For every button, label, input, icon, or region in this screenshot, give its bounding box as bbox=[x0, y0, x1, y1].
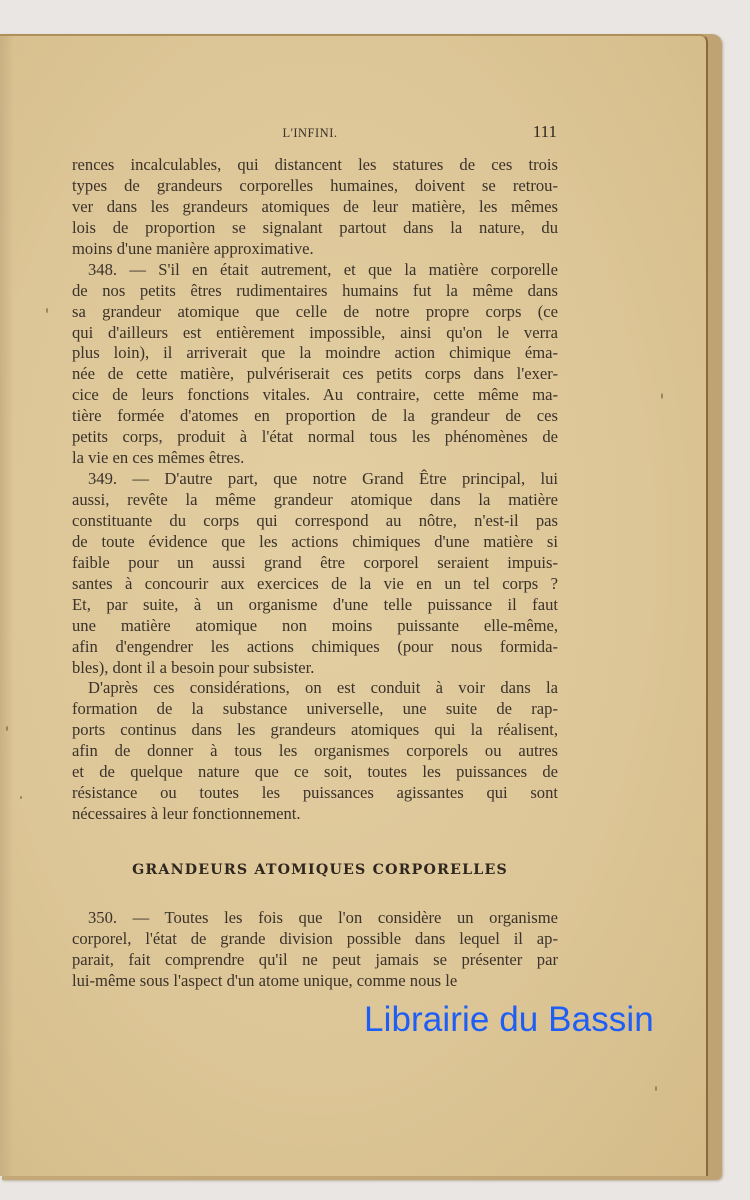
text-line: plus loin), il arriverait que la moindre action chimique éma- bbox=[72, 343, 558, 363]
text-line: santes à concourir aux exercices de la vie en un tel corps ? bbox=[72, 573, 558, 593]
text-line: aussi, revête la même grandeur atomique dans la matière bbox=[72, 490, 558, 509]
text-line: nécessaires à leur fonctionnement. bbox=[72, 804, 301, 824]
text-line: et de quelque nature que ce soit, toutes les puissances de bbox=[72, 762, 558, 782]
text-line: de nos petits êtres rudimentaires humains fut la même dans bbox=[72, 280, 558, 300]
text-line: lois de proportion se signalant partout dans la nature, du bbox=[72, 217, 558, 237]
text-line: formation de la substance universelle, une suite de rap- bbox=[72, 699, 558, 719]
text-line: une matière atomique non moins puissante elle-même, bbox=[72, 615, 558, 635]
text-line: moins d'une manière approximative. bbox=[72, 238, 314, 258]
text-line: de toute évidence que les actions chimiques d'une matière si bbox=[72, 531, 558, 551]
body-text-continued bbox=[72, 908, 558, 992]
text-line: résistance ou toutes les puissances agissantes qui sont bbox=[72, 783, 558, 803]
paper-speck bbox=[655, 1086, 657, 1091]
text-line: corporel, l'état de grande division possible dans lequel il ap- bbox=[72, 928, 558, 948]
text-line: qui d'ailleurs est entièrement impossible, ainsi qu'on le verra bbox=[72, 322, 558, 342]
running-head bbox=[60, 122, 560, 144]
text-line: faible pour un aussi grand être corporel seraient impuis- bbox=[72, 552, 558, 572]
text-line: 349. — D'autre part, que notre Grand Être principal, lui bbox=[88, 469, 558, 489]
text-line: D'après ces considérations, on est conduit à voir dans la bbox=[88, 678, 558, 698]
text-line: née de cette matière, pulvériserait ces petits corps dans l'exer- bbox=[72, 364, 558, 384]
paragraph bbox=[72, 469, 558, 678]
text-line: la vie en ces mêmes êtres. bbox=[72, 448, 245, 468]
text-line: lui-même sous l'aspect d'un atome unique, comme nous le bbox=[72, 970, 458, 990]
paragraph bbox=[72, 908, 558, 992]
text-line: ver dans les grandeurs atomiques de leur matière, les mêmes bbox=[72, 196, 558, 216]
text-line: cice de leurs fonctions vitales. Au contraire, cette même ma- bbox=[72, 385, 558, 405]
text-line: types de grandeurs corporelles humaines, doivent se retrou- bbox=[72, 175, 558, 195]
text-line: ports continus dans les grandeurs atomiques qui la réalisent, bbox=[72, 720, 558, 740]
paper-speck bbox=[46, 308, 48, 313]
text-line: constituante du corps qui correspond au nôtre, n'est-il pas bbox=[72, 510, 558, 530]
text-line: petits corps, produit à l'état normal tous les phénomènes de bbox=[72, 427, 558, 447]
text-line: bles), dont il a besoin pour subsister. bbox=[72, 657, 315, 677]
text-line: tière formée d'atomes en proportion de la grandeur de ces bbox=[72, 406, 558, 426]
text-line: Et, par suite, à un organisme d'une telle puissance il faut bbox=[72, 594, 558, 614]
page-number: 111 bbox=[532, 122, 557, 141]
section-heading: GRANDEURS ATOMIQUES CORPORELLES bbox=[132, 862, 508, 878]
paragraph bbox=[72, 678, 558, 825]
text-line: afin de donner à tous les organismes corporels ou autres bbox=[72, 741, 558, 761]
paper-speck bbox=[6, 726, 8, 731]
text-line: sa grandeur atomique que celle de notre propre corps (ce bbox=[72, 301, 558, 321]
text-line: 350. — Toutes les fois que l'on considère un organisme bbox=[88, 908, 558, 927]
paragraph bbox=[72, 155, 558, 260]
paragraph bbox=[72, 260, 558, 469]
text-line: afin d'engendrer les actions chimiques (pour nous formida- bbox=[72, 636, 558, 656]
paper-speck bbox=[661, 393, 663, 399]
text-line: rences incalculables, qui distancent les statures de ces trois bbox=[72, 155, 558, 174]
paper-speck bbox=[20, 796, 22, 799]
watermark: Librairie du Bassin bbox=[364, 1000, 654, 1039]
text-line: 348. — S'il en était autrement, et que la matière corporelle bbox=[88, 259, 558, 279]
running-title: L'INFINI. bbox=[282, 126, 338, 140]
text-line: parait, fait comprendre qu'il ne peut jamais se présenter par bbox=[72, 949, 558, 969]
body-text bbox=[72, 155, 558, 825]
